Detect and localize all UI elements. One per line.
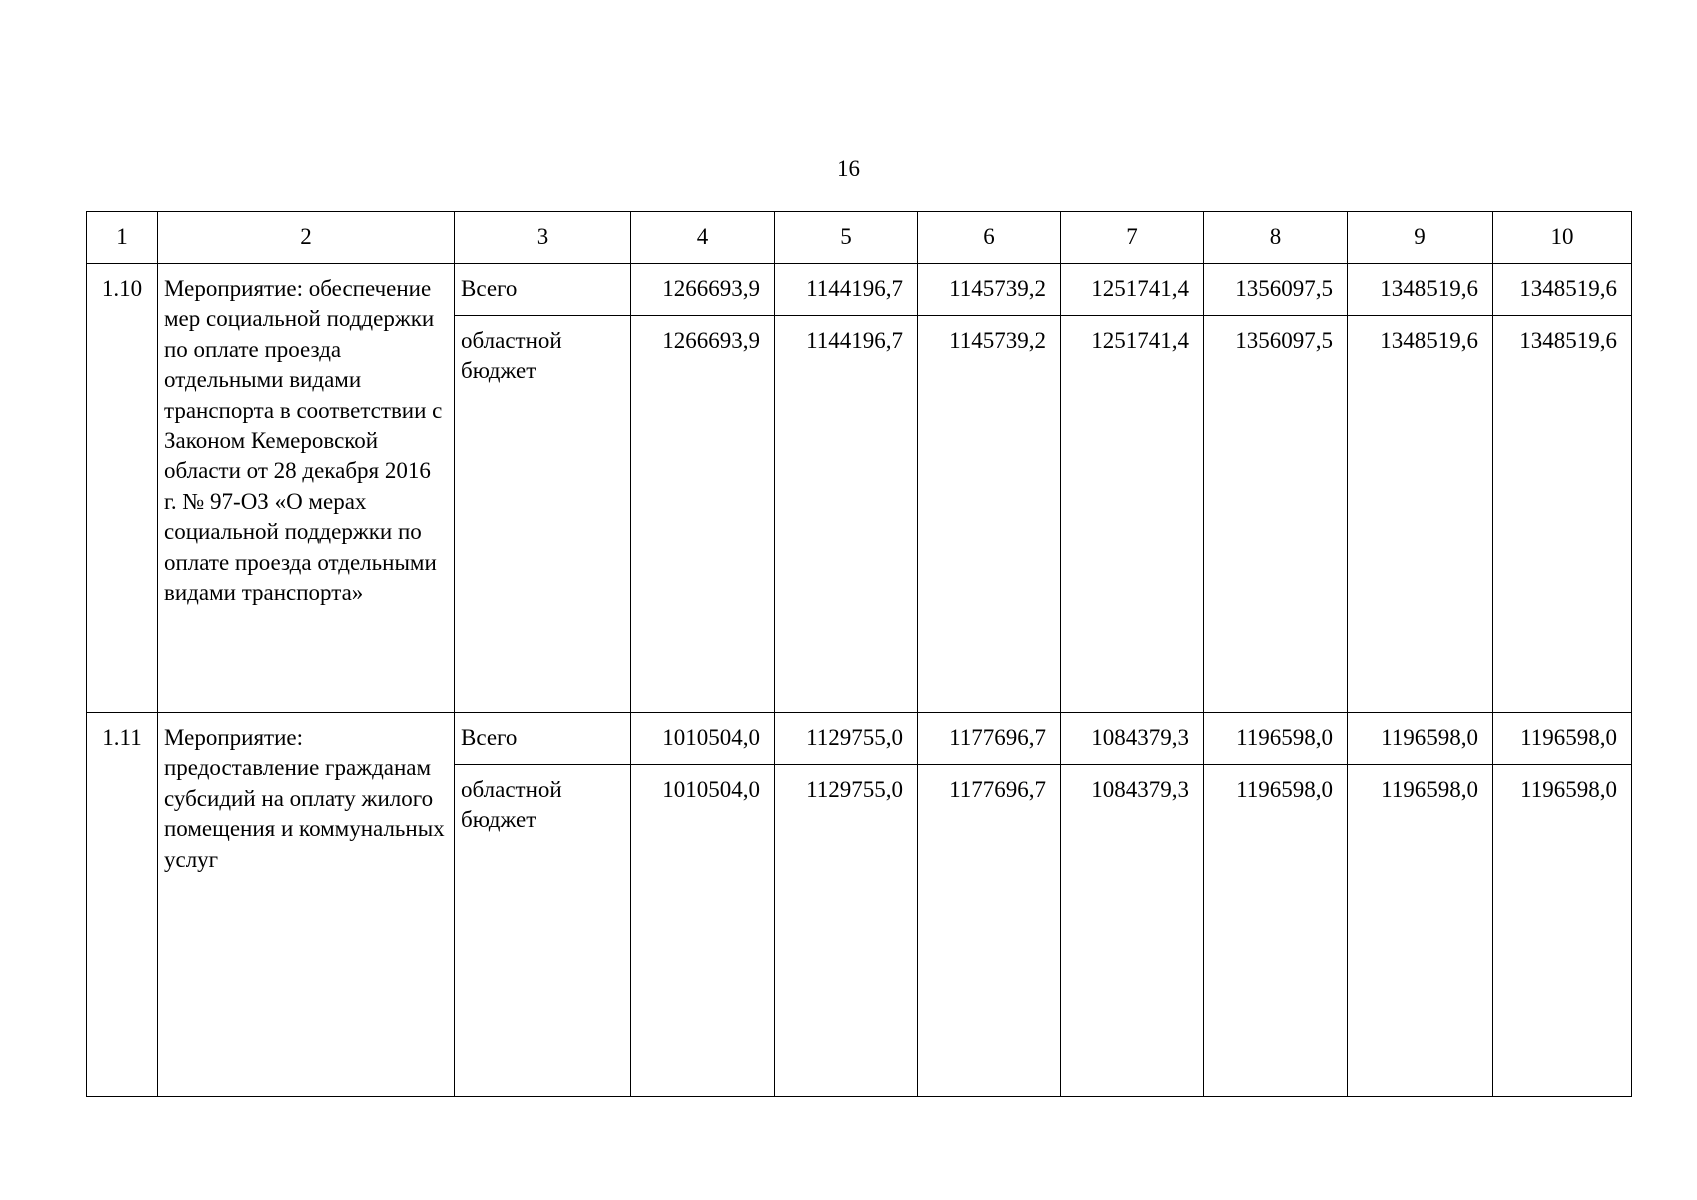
- funding-source: Всего: [455, 713, 631, 765]
- value-cell: 1084379,3: [1061, 765, 1204, 1097]
- value-cell: 1144196,7: [775, 316, 918, 713]
- column-number-header-row: [87, 212, 1632, 264]
- value-cell: 1356097,5: [1204, 264, 1348, 316]
- funding-source: областной бюджет: [455, 765, 631, 1097]
- column-number-header: 1: [87, 212, 158, 264]
- value-cell: 1251741,4: [1061, 264, 1204, 316]
- value-cell: 1196598,0: [1493, 713, 1632, 765]
- budget-table: [86, 211, 1632, 1097]
- measure-description: Мероприятие: обеспечение мер социальной поддержки по оплате проезда отдельными видами транспорта в соответствии с Законом Кемеровской области от 28 декабря 2016 г. № 97-ОЗ «О мерах социальной поддержки по оплате проезда отдельными видами транспорта»: [158, 264, 455, 713]
- value-cell: 1177696,7: [918, 765, 1061, 1097]
- column-number-header: 6: [918, 212, 1061, 264]
- value-cell: 1196598,0: [1204, 765, 1348, 1097]
- measure-description: Мероприятие: предоставление гражданам субсидий на оплату жилого помещения и коммунальных услуг: [158, 713, 455, 1097]
- value-cell: 1129755,0: [775, 765, 918, 1097]
- value-cell: 1196598,0: [1204, 713, 1348, 765]
- column-number-header: 2: [158, 212, 455, 264]
- column-number-header: 4: [631, 212, 775, 264]
- column-number-header: 3: [455, 212, 631, 264]
- value-cell: 1196598,0: [1348, 765, 1493, 1097]
- value-cell: 1177696,7: [918, 713, 1061, 765]
- value-cell: 1196598,0: [1348, 713, 1493, 765]
- value-cell: 1356097,5: [1204, 316, 1348, 713]
- value-cell: 1348519,6: [1493, 316, 1632, 713]
- value-cell: 1348519,6: [1348, 316, 1493, 713]
- page-number: 16: [837, 156, 860, 181]
- row-index: 1.10: [87, 264, 158, 713]
- column-number-header: 10: [1493, 212, 1632, 264]
- value-cell: 1266693,9: [631, 316, 775, 713]
- column-number-header: 9: [1348, 212, 1493, 264]
- value-cell: 1144196,7: [775, 264, 918, 316]
- row-index: 1.11: [87, 713, 158, 1097]
- table-row: [87, 264, 1632, 316]
- value-cell: 1084379,3: [1061, 713, 1204, 765]
- value-cell: 1251741,4: [1061, 316, 1204, 713]
- column-number-header: 7: [1061, 212, 1204, 264]
- value-cell: 1010504,0: [631, 713, 775, 765]
- value-cell: 1010504,0: [631, 765, 775, 1097]
- value-cell: 1196598,0: [1493, 765, 1632, 1097]
- value-cell: 1348519,6: [1348, 264, 1493, 316]
- column-number-header: 5: [775, 212, 918, 264]
- funding-source: областной бюджет: [455, 316, 631, 713]
- table-row: [87, 713, 1632, 765]
- value-cell: 1145739,2: [918, 264, 1061, 316]
- column-number-header: 8: [1204, 212, 1348, 264]
- funding-source: Всего: [455, 264, 631, 316]
- value-cell: 1348519,6: [1493, 264, 1632, 316]
- value-cell: 1266693,9: [631, 264, 775, 316]
- value-cell: 1129755,0: [775, 713, 918, 765]
- value-cell: 1145739,2: [918, 316, 1061, 713]
